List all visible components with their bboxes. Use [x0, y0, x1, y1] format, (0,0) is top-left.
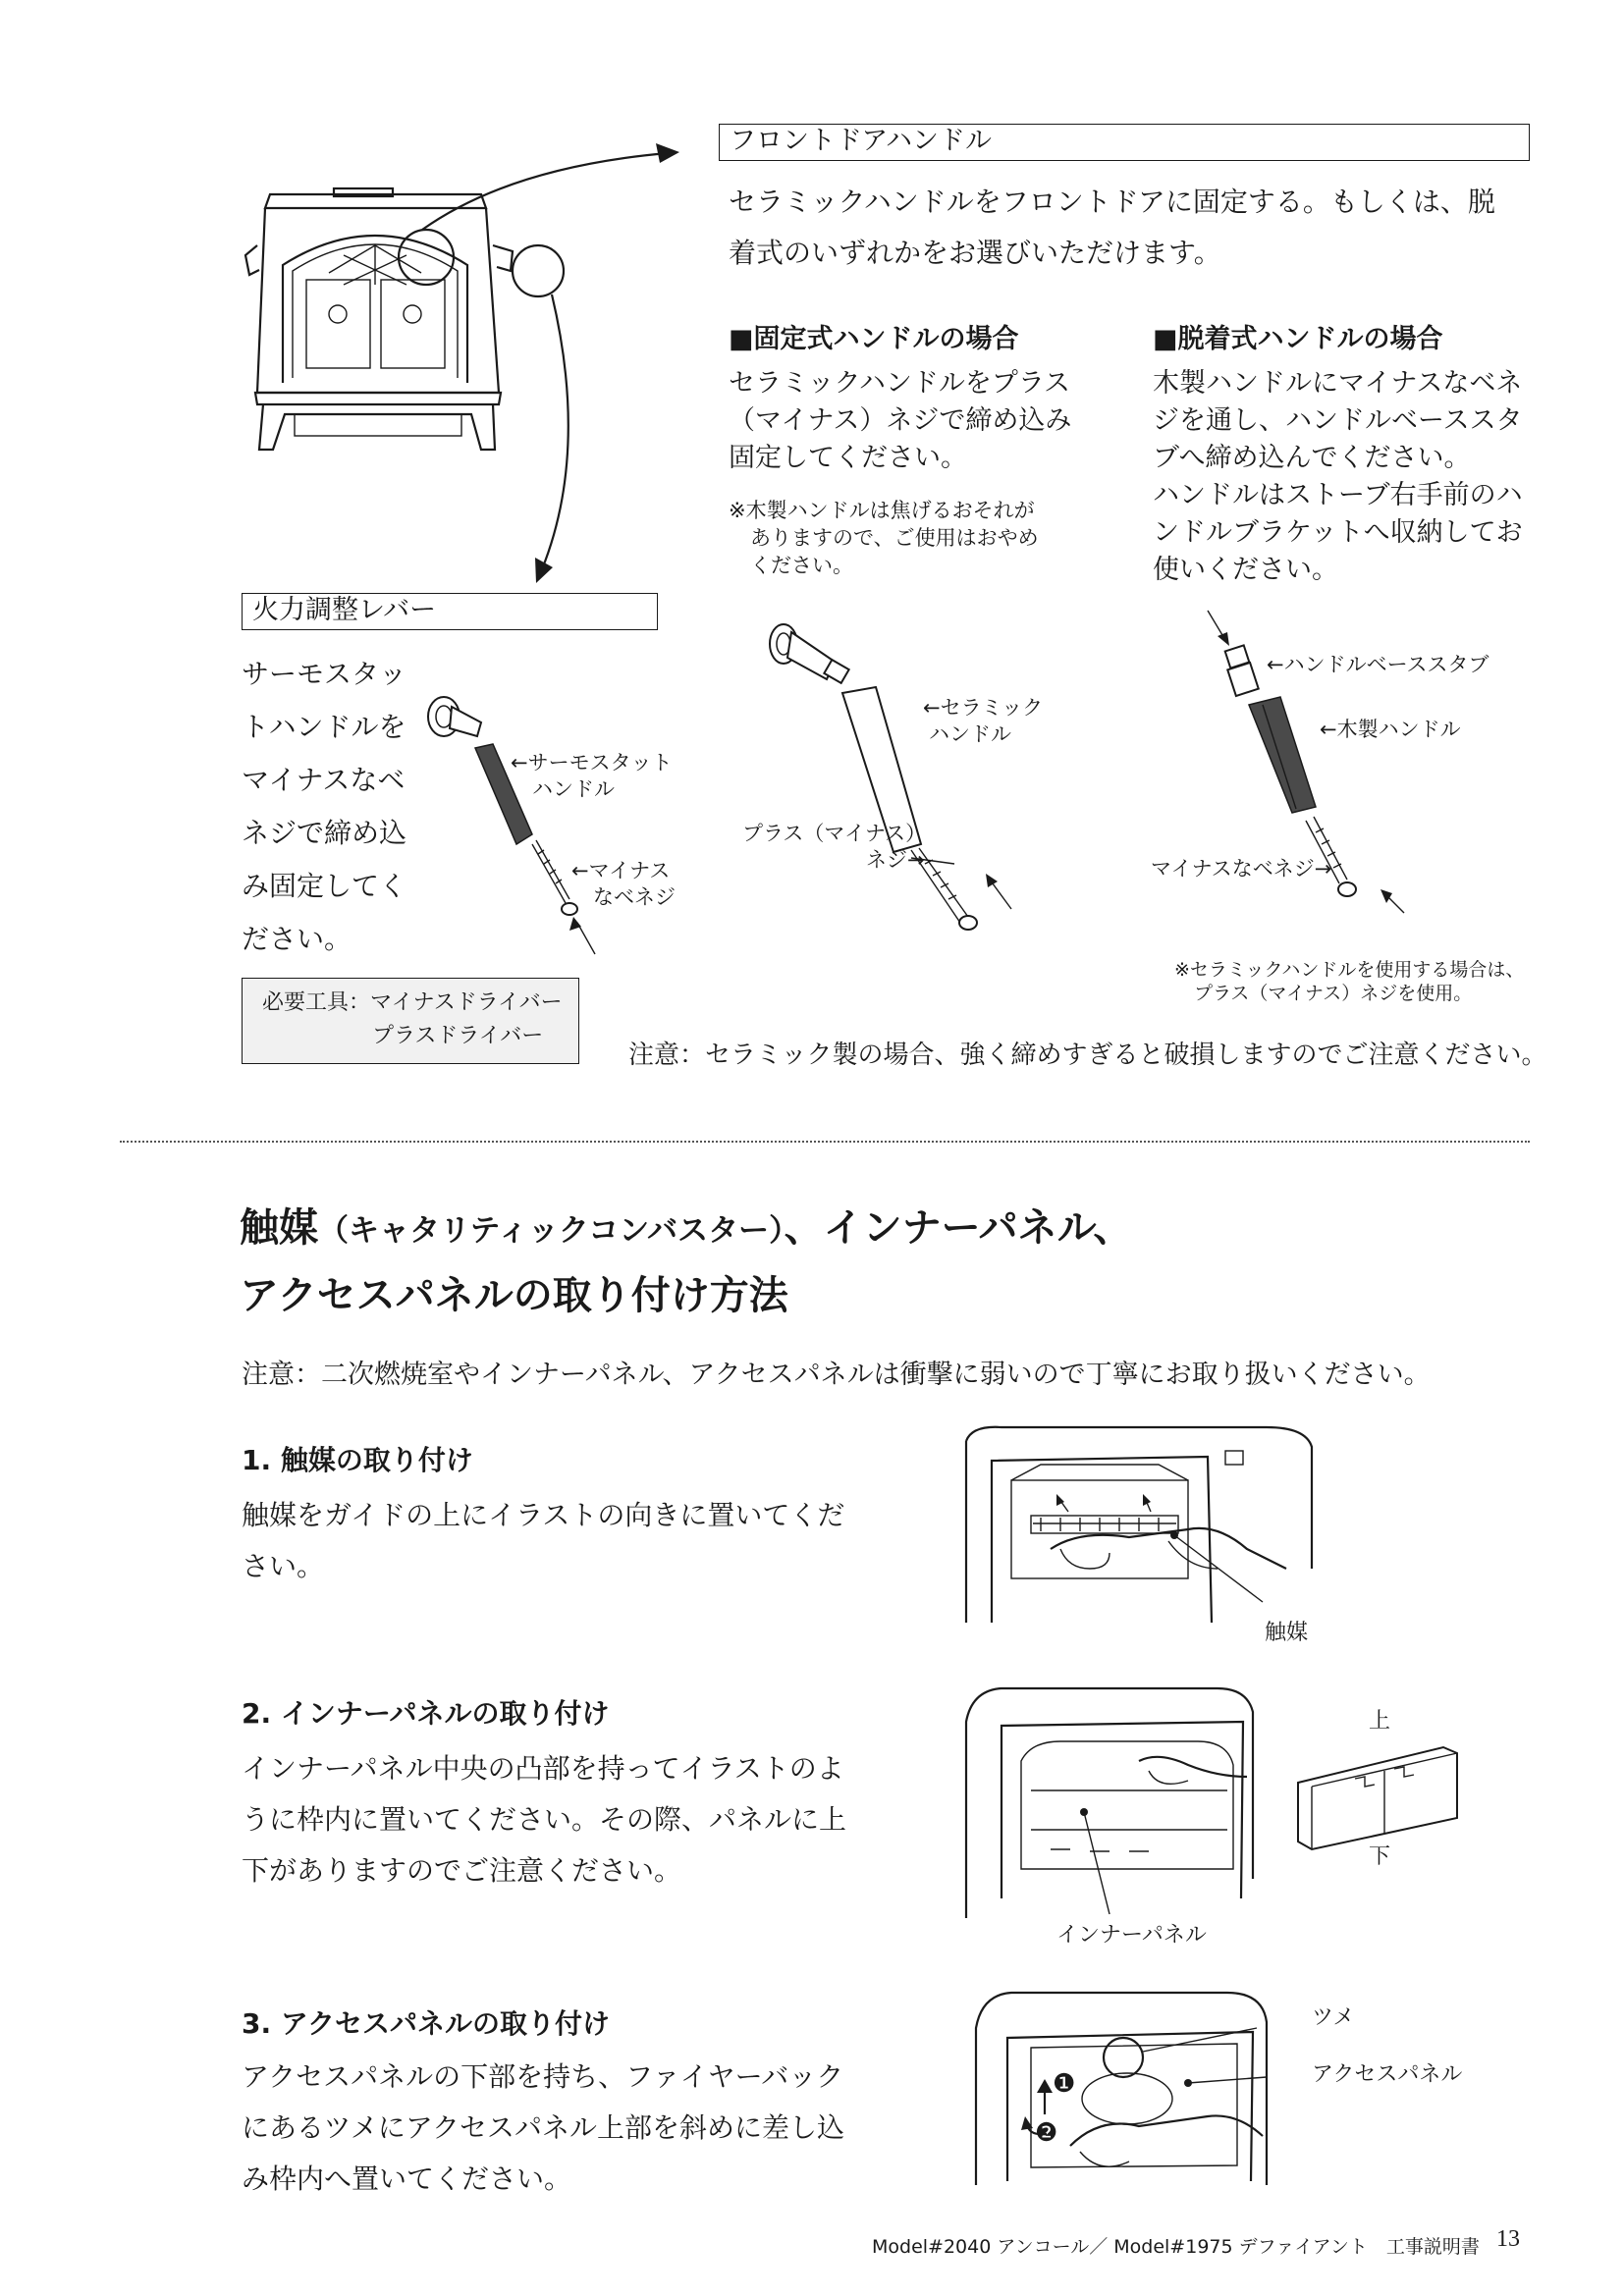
- thermostat-handle-label: ←サーモスタット ハンドル: [511, 751, 673, 801]
- section-title: 触媒（キャタリティックコンバスター）、インナーパネル、 アクセスパネルの取り付け方法: [240, 1205, 1133, 1318]
- fixed-screw-arrow: [972, 864, 1031, 923]
- panel-bottom-label: 下: [1369, 1844, 1391, 1869]
- step-3-text: アクセスパネルの下部を持ち、ファイヤーバック にあるツメにアクセスパネル上部を斜めに差し込 み枠内へ置いてください。: [242, 2060, 845, 2195]
- ceramic-caution: 注意：セラミック製の場合、強く締めすぎると破損しますのでご注意ください。: [628, 1041, 1547, 1070]
- marker-1: ❶: [1053, 2069, 1076, 2099]
- fixed-handle-note: ※木製ハンドルは焦げるおそれが ありますので、ご使用はおやめ ください。: [729, 499, 1039, 577]
- access-panel-install-illustration: [972, 1989, 1296, 2185]
- inner-panel-install-illustration: [962, 1682, 1276, 1918]
- access-panel-callout: アクセスパネル: [1312, 2062, 1463, 2087]
- lever-screw-label: ←マイナス なベネジ: [571, 859, 676, 909]
- front-door-handle-title: フロントドアハンドル: [719, 124, 1530, 161]
- lever-title: 火力調整レバー: [242, 593, 658, 630]
- removable-screw-label: マイナスなベネジ→: [1151, 857, 1332, 881]
- handle-base-stub-label: ←ハンドルベーススタブ: [1267, 653, 1489, 676]
- section-divider: [120, 1141, 1530, 1143]
- thermostat-handle-diagram: [422, 687, 579, 952]
- panel-top-label: 上: [1369, 1709, 1391, 1734]
- ceramic-handle-label: ←セラミック ハンドル: [923, 696, 1044, 746]
- step-3-heading: 3. アクセスパネルの取り付け: [242, 2007, 611, 2040]
- step-1-text: 触媒をガイドの上にイラストの向きに置いてくだ さい。: [242, 1499, 845, 1582]
- footer-document-title: Model#2040 アンコール／ Model#1975 デファイアント 工事説明書: [872, 2236, 1480, 2258]
- inner-panel-callout: インナーパネル: [1056, 1923, 1207, 1948]
- page-number: 13: [1496, 2226, 1520, 2252]
- removable-handle-instructions: 木製ハンドルにマイナスなベネ ジを通し、ハンドルベーススタ ブへ締め込んでください。 ハンドルはストーブ右手前のハ ンドルブラケットへ収納してお 使いください。: [1153, 368, 1523, 585]
- tool-phillips: プラスドライバー: [372, 1024, 544, 1048]
- wooden-handle-label: ←木製ハンドル: [1320, 718, 1461, 741]
- step-1-heading: 1. 触媒の取り付け: [242, 1444, 473, 1476]
- required-tools-box: [242, 978, 579, 1064]
- fixed-screw-label: プラス（マイナス） ネジ→: [742, 822, 927, 872]
- step-2-heading: 2. インナーパネルの取り付け: [242, 1697, 610, 1730]
- removable-note: ※セラミックハンドルを使用する場合は、 プラス（マイナス）ネジを使用。: [1174, 959, 1525, 1004]
- fixed-handle-heading: ■固定式ハンドルの場合: [729, 324, 1019, 354]
- removable-handle-heading: ■脱着式ハンドルの場合: [1153, 324, 1443, 354]
- marker-2: ❷: [1035, 2118, 1058, 2148]
- tool-flathead: マイナスドライバー: [370, 990, 563, 1015]
- fixed-handle-instructions: セラミックハンドルをプラス （マイナス）ネジで締め込み 固定してください。: [729, 368, 1072, 473]
- tools-label: 必要工具：: [262, 990, 371, 1015]
- catalyst-callout: 触媒: [1265, 1621, 1309, 1645]
- step-2-text: インナーパネル中央の凸部を持ってイラストのよ うに枠内に置いてください。その際、パネルに上 下がありますのでご注意ください。: [242, 1752, 847, 1887]
- inner-panel-part: [1296, 1743, 1463, 1851]
- section-caution: 注意：二次燃焼室やインナーパネル、アクセスパネルは衝撃に弱いので丁寧にお取り扱いください。: [242, 1360, 1431, 1390]
- front-door-intro: セラミックハンドルをフロントドアに固定する。もしくは、脱 着式のいずれかをお選びいただけます。: [729, 186, 1495, 269]
- tab-callout: ツメ: [1312, 2005, 1355, 2030]
- catalyst-install-illustration: [962, 1421, 1335, 1628]
- lever-instructions: サーモスタッ トハンドルを マイナスなベ ネジで締め込 み固定してく ださい。: [242, 658, 407, 955]
